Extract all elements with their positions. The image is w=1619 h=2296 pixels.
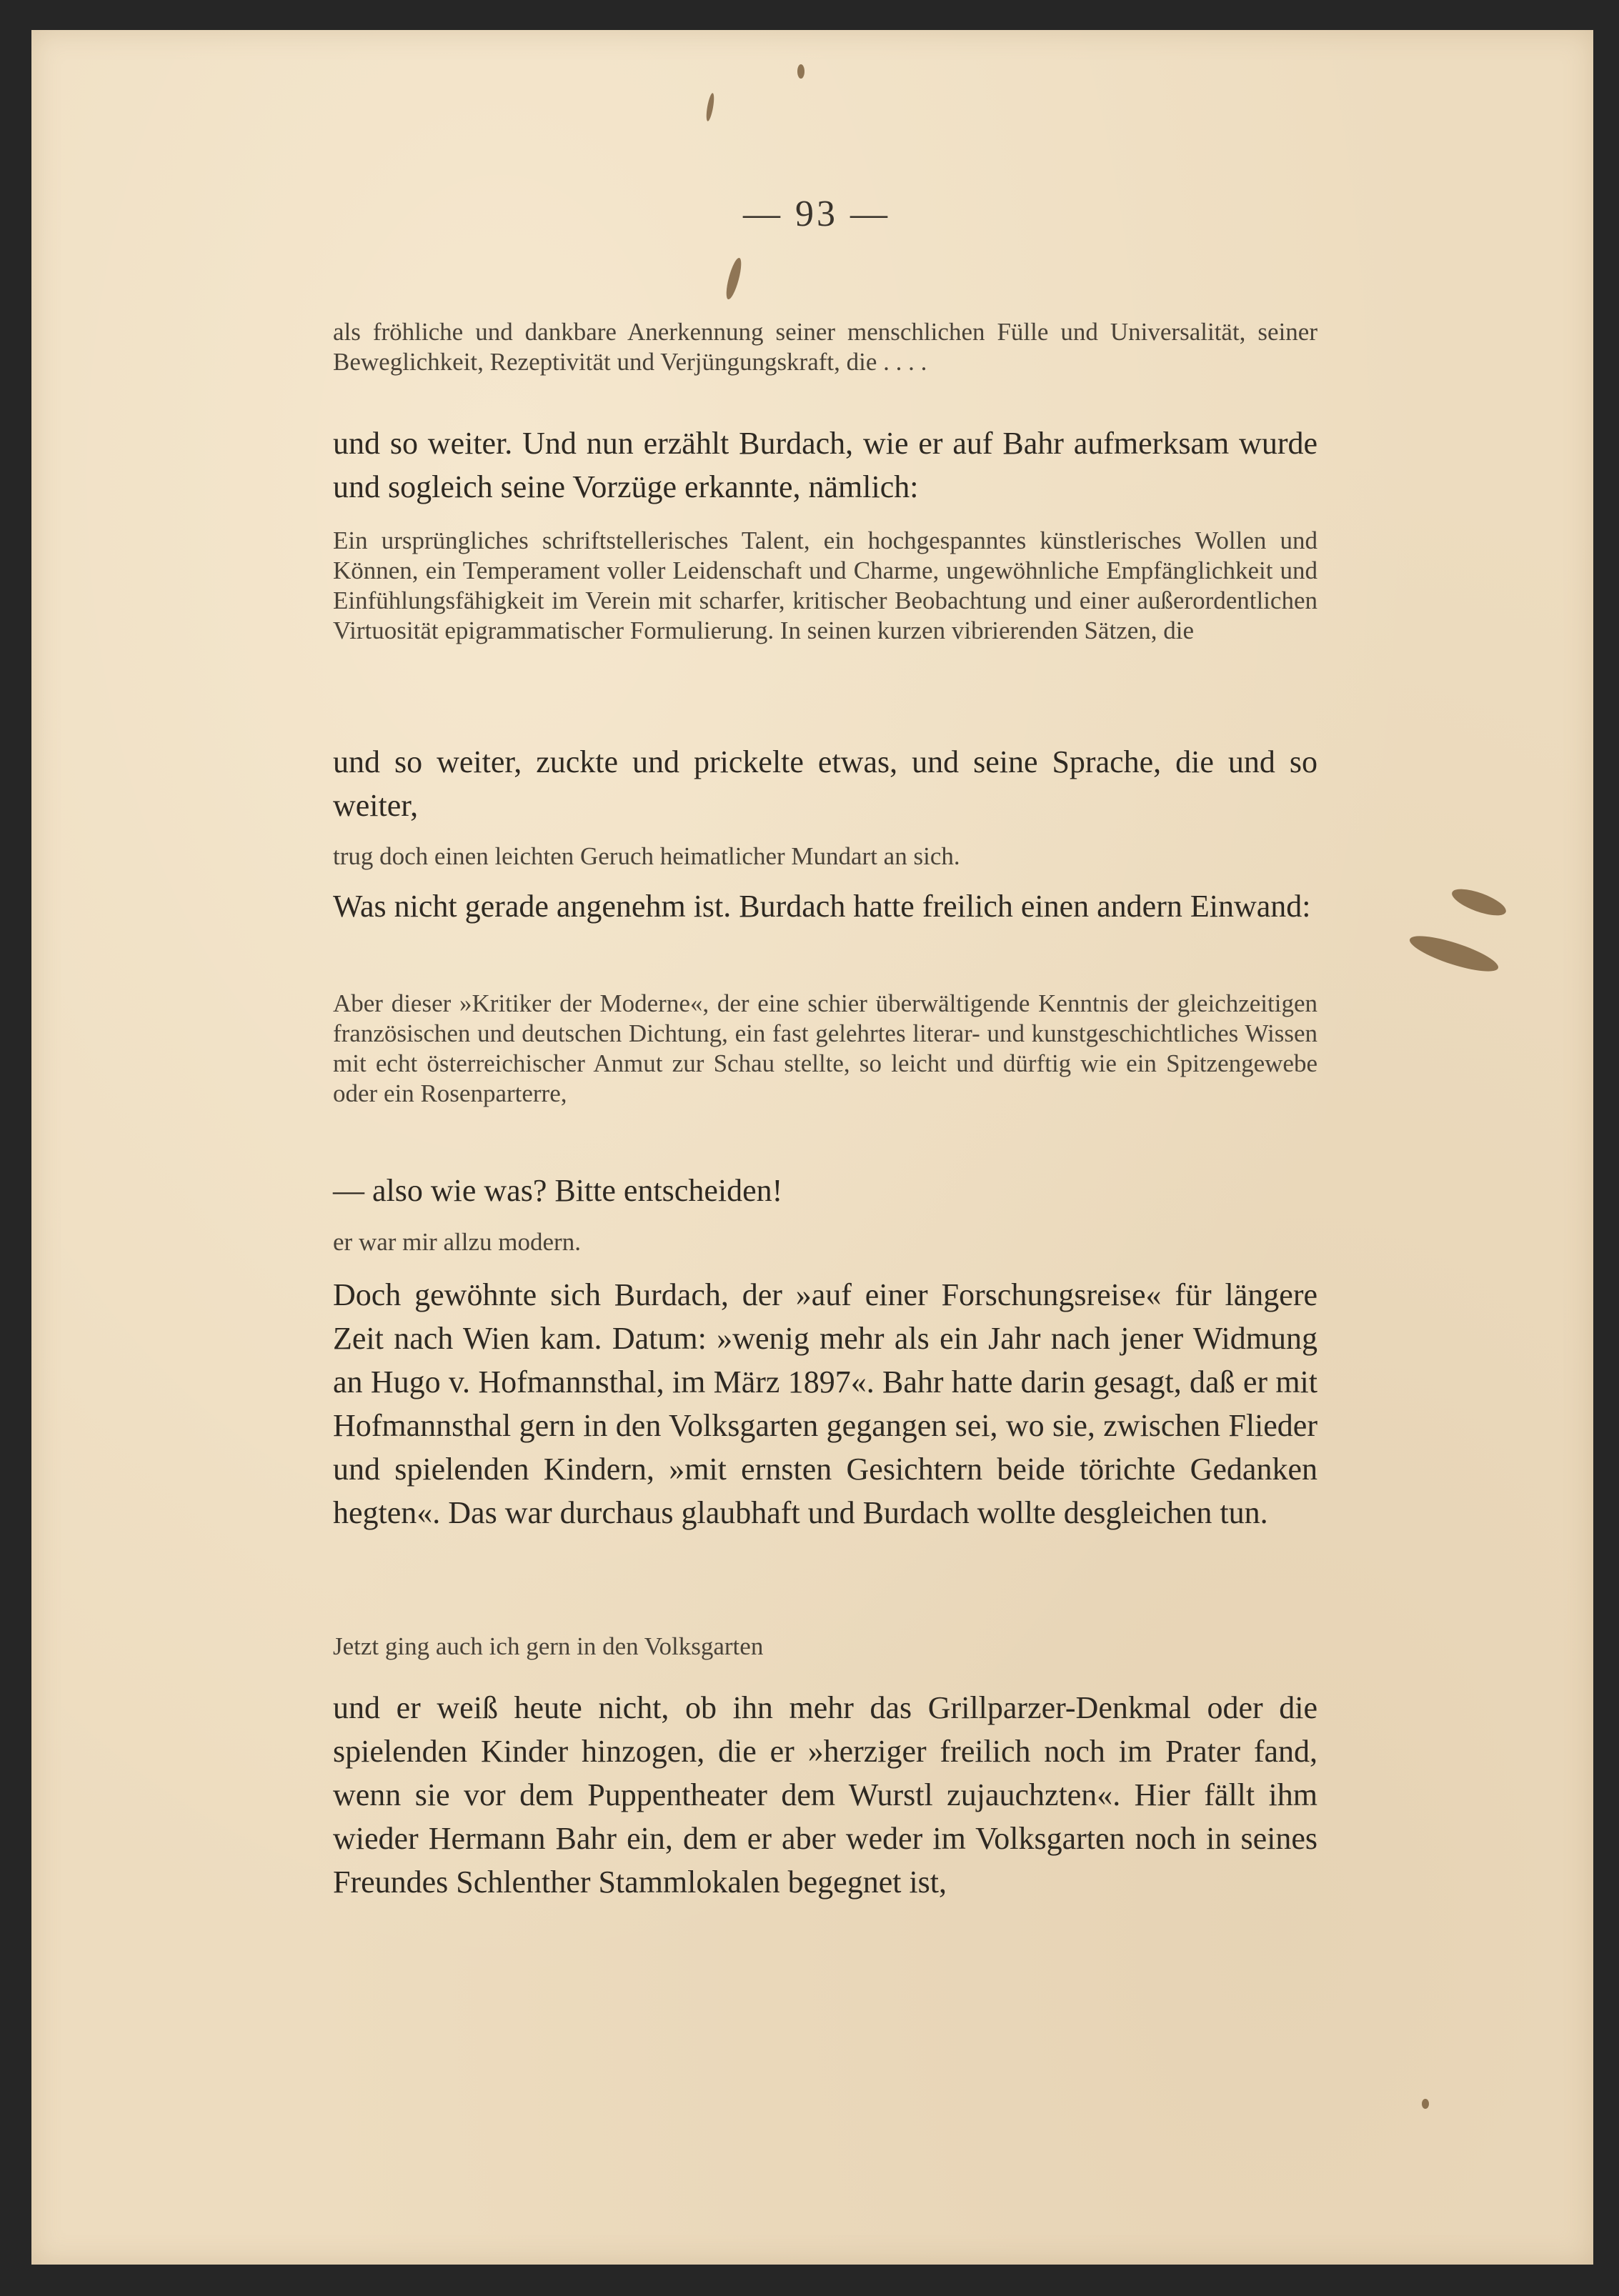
quote-paragraph: Jetzt ging auch ich gern in den Volksgarten (333, 1632, 764, 1660)
quote-paragraph: Aber dieser »Kritiker der Moderne«, der eine schier überwältigende Kenntnis der gleichzeitigen französischen und deutschen Dichtung, ein fast gelehrtes literar- und kunstgeschichtliches Wissen mit echt österreichischer Anmut zur Schau stellte, so leicht und dürftig wie ein Spitzengewebe oder ein Rosenparterre, (333, 989, 1317, 1107)
ink-stain (1422, 2099, 1429, 2109)
page-number: — 93 — (743, 194, 890, 234)
body-paragraph: — also wie was? Bitte entscheiden! (333, 1173, 783, 1208)
quote-paragraph: als fröhliche und dankbare Anerkennung seiner menschlichen Fülle und Universalität, seiner Beweglichkeit, Rezeptivität und Verjüngungskraft, die . . . . (333, 318, 1317, 376)
ink-stain (797, 64, 804, 79)
body-paragraph: und so weiter, zuckte und prickelte etwas, und seine Sprache, die und so weiter, (333, 744, 1317, 823)
body-paragraph: Doch gewöhnte sich Burdach, der »auf einer Forschungsreise« für längere Zeit nach Wien kam. Datum: »wenig mehr als ein Jahr nach jener Widmung an Hugo v. Hofmannsthal, im März 1897«. Bahr hatte darin gesagt, daß er mit Hofmannsthal gern in den Volksgarten gegangen sei, wo sie, zwischen Flieder und spielenden Kindern, »mit ernsten Gesichtern beide törichte Gedanken hegten«. Das war durchaus glaubhaft und Burdach wollte desgleichen tun. (333, 1277, 1317, 1530)
quote-paragraph: trug doch einen leichten Geruch heimatlicher Mundart an sich. (333, 842, 960, 870)
quote-paragraph: er war mir allzu modern. (333, 1228, 581, 1256)
body-paragraph: und er weiß heute nicht, ob ihn mehr das Grillparzer-Denkmal oder die spielenden Kinder hinzogen, die er »herziger freilich noch im Prater fand, wenn sie vor dem Puppentheater dem Wurstl zujauchzten«. Hier fällt ihm wieder Hermann Bahr ein, dem er aber weder im Volksgarten noch in seines Freundes Schlenther Stammlokalen begegnet ist, (333, 1690, 1317, 1900)
body-paragraph: und so weiter. Und nun erzählt Burdach, wie er auf Bahr aufmerksam wurde und sogleich seine Vorzüge erkannte, nämlich: (333, 426, 1317, 504)
body-paragraph: Was nicht gerade angenehm ist. Burdach hatte freilich einen andern Einwand: (333, 889, 1311, 924)
quote-paragraph: Ein ursprüngliches schriftstellerisches Talent, ein hochgespanntes künstlerisches Wollen und Können, ein Temperament voller Leidenschaft und Charme, ungewöhnliche Empfänglichkeit und Einfühlungsfähigkeit im Verein mit scharfer, kritischer Beobachtung und einer außerordentlichen Virtuosität epigrammatischer Formulierung. In seinen kurzen vibrierenden Sätzen, die (333, 526, 1317, 644)
